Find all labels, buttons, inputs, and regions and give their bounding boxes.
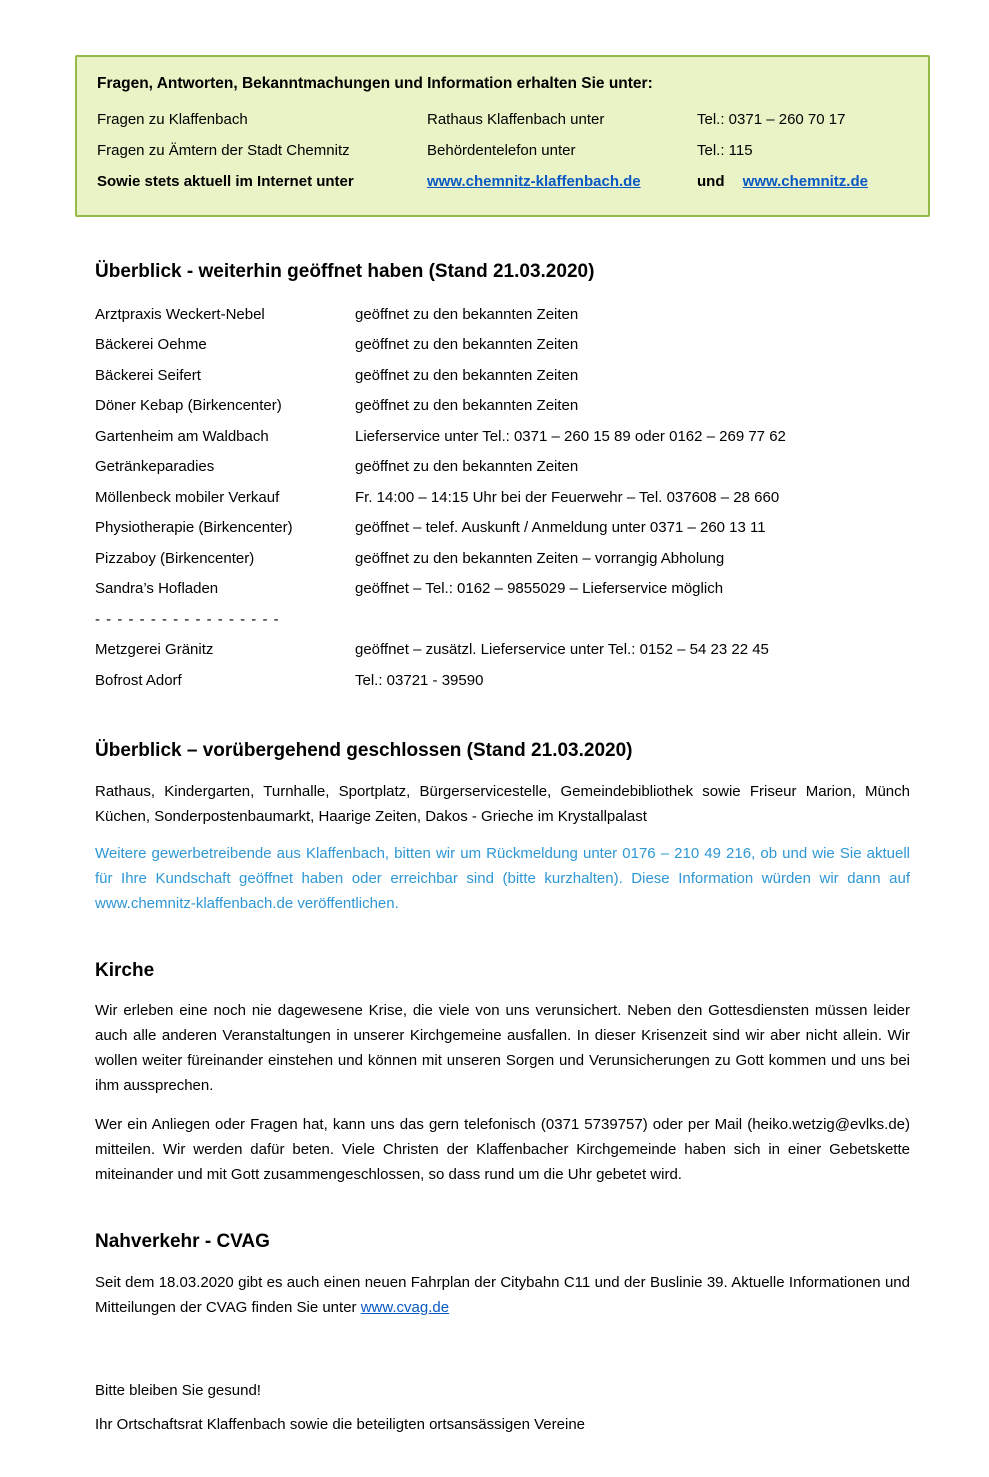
business-status: geöffnet – Tel.: 0162 – 9855029 – Lieferservice möglich xyxy=(355,580,724,598)
business-status: geöffnet zu den bekannten Zeiten xyxy=(355,458,579,476)
business-status: geöffnet zu den bekannten Zeiten xyxy=(355,397,579,415)
business-name: Metzgerei Gränitz xyxy=(95,641,214,659)
kirche-paragraph-1: Wir erleben eine noch nie dagewesene Krise, die viele von uns verunsichert. Neben den Gottesdiensten müssen leider auch alle anderen Veranstaltungen in unserer Kirchgemeine ausfallen. In dieser Krisenzeit sind wir aber nicht allein. Wir wollen weiter füreinander einstehen und können mit unseren Sorgen und Verunsicherungen zu Gott kommen und uns bei ihm aussprechen. xyxy=(95,1002,910,1095)
kirche-paragraph-2: Wer ein Anliegen oder Fragen hat, kann uns das gern telefonisch (0371 5739757) oder per Mail (heiko.wetzig@evlks.de) mitteilen. Wir werden dafür beten. Viele Christen der Klaffenbacher Kirchgemeinde haben sich in einer Gebetskette miteinander und mit Gott zusammengeschlossen, so dass rund um die Uhr gebetet wird. xyxy=(95,1116,910,1184)
list-item xyxy=(95,452,910,483)
business-name: Pizzaboy (Birkencenter) xyxy=(95,549,255,567)
list-item xyxy=(95,635,910,666)
business-status: geöffnet – zusätzl. Lieferservice unter Tel.: 0152 – 54 23 22 45 xyxy=(355,641,769,659)
info-row-middle: Rathaus Klaffenbach unter xyxy=(427,110,605,128)
section-closed-title: Überblick – vorübergehend geschlossen (Stand 21.03.2020) xyxy=(95,740,633,762)
list-item xyxy=(95,391,910,422)
info-row-klaffenbach xyxy=(97,104,908,135)
nahverkehr-paragraph xyxy=(95,1270,910,1320)
business-status: geöffnet zu den bekannten Zeiten – vorrangig Abholung xyxy=(355,549,725,567)
nahverkehr-text: Seit dem 18.03.2020 gibt es auch einen neuen Fahrplan der Citybahn C11 und der Buslinie 39. Aktuelle Informationen und Mitteilungen der CVAG finden Sie unter xyxy=(95,1273,910,1316)
closing-signature: Ihr Ortschaftsrat Klaffenbach sowie die beteiligten ortsansässigen Vereine xyxy=(95,1415,586,1433)
business-status: Fr. 14:00 – 14:15 Uhr bei der Feuerwehr – Tel. 037608 – 28 660 xyxy=(355,488,780,506)
business-name: Gartenheim am Waldbach xyxy=(95,427,269,445)
business-name: Möllenbeck mobiler Verkauf xyxy=(95,488,280,506)
business-status: geöffnet zu den bekannten Zeiten xyxy=(355,305,579,323)
business-name: Arztpraxis Weckert-Nebel xyxy=(95,305,265,323)
section-open-title: Überblick - weiterhin geöffnet haben (Stand 21.03.2020) xyxy=(95,260,595,282)
business-status: geöffnet zu den bekannten Zeiten xyxy=(355,366,579,384)
business-name: Physiotherapie (Birkencenter) xyxy=(95,519,293,537)
business-name: Döner Kebap (Birkencenter) xyxy=(95,397,282,415)
info-row-label: Fragen zu Klaffenbach xyxy=(97,110,248,128)
list-item xyxy=(95,544,910,575)
business-status: geöffnet zu den bekannten Zeiten xyxy=(355,336,579,354)
list-item xyxy=(95,361,910,392)
business-name: Bäckerei Oehme xyxy=(95,336,207,354)
dashed-divider: - - - - - - - - - - - - - - - - - xyxy=(95,610,280,628)
list-item xyxy=(95,483,910,514)
conjunction-text: und xyxy=(697,172,725,190)
business-name: Sandra’s Hofladen xyxy=(95,580,219,598)
section-kirche-title: Kirche xyxy=(95,959,155,981)
business-name: Bäckerei Seifert xyxy=(95,366,201,384)
open-businesses-list-extra xyxy=(95,635,910,696)
info-box-title: Fragen, Antworten, Bekanntmachungen und Information erhalten Sie unter: xyxy=(97,75,653,92)
list-item xyxy=(95,574,910,605)
link-chemnitz-klaffenbach[interactable]: www.chemnitz-klaffenbach.de xyxy=(427,172,641,190)
internet-label: Sowie stets aktuell im Internet unter xyxy=(97,172,354,190)
section-nahverkehr-title: Nahverkehr - CVAG xyxy=(95,1231,270,1253)
info-row-label: Fragen zu Ämtern der Stadt Chemnitz xyxy=(97,141,350,159)
business-status: Lieferservice unter Tel.: 0371 – 260 15 89 oder 0162 – 269 77 62 xyxy=(355,427,786,445)
closing-stay-healthy: Bitte bleiben Sie gesund! xyxy=(95,1381,261,1399)
list-item xyxy=(95,666,910,697)
list-item xyxy=(95,300,910,331)
business-name: Getränkeparadies xyxy=(95,458,215,476)
business-name: Bofrost Adorf xyxy=(95,671,182,689)
closed-businesses-paragraph: Rathaus, Kindergarten, Turnhalle, Sportplatz, Bürgerservicestelle, Gemeindebibliothek sowie Friseur Marion, Münch Küchen, Sonderpostenbaumarkt, Haarige Zeiten, Dakos - Grieche im Krystallpalast xyxy=(95,782,910,825)
feedback-notice: Weitere gewerbetreibende aus Klaffenbach, bitten wir um Rückmeldung unter 0176 – 210 49 216, ob und wie Sie aktuell für Ihre Kundschaft geöffnet haben oder erreichbar sind (bitte kurzhalten). Diese Information würden wir dann auf www.chemnitz-klaffenbach.de veröffentlichen. xyxy=(95,844,910,912)
list-item xyxy=(95,422,910,453)
open-businesses-list xyxy=(95,300,910,605)
list-item xyxy=(95,330,910,361)
info-row-phone: Tel.: 0371 – 260 70 17 xyxy=(697,110,846,128)
business-status: Tel.: 03721 - 39590 xyxy=(355,671,484,689)
link-cvag[interactable]: www.cvag.de xyxy=(360,1298,450,1316)
info-row-middle: Behördentelefon unter xyxy=(427,141,576,159)
business-status: geöffnet – telef. Auskunft / Anmeldung unter 0371 – 260 13 11 xyxy=(355,519,766,537)
info-row-chemnitz xyxy=(97,135,908,166)
list-item xyxy=(95,513,910,544)
link-chemnitz[interactable]: www.chemnitz.de xyxy=(742,172,868,190)
contact-info-box xyxy=(75,55,930,217)
info-row-phone: Tel.: 115 xyxy=(697,141,753,159)
info-row-internet xyxy=(97,166,908,197)
